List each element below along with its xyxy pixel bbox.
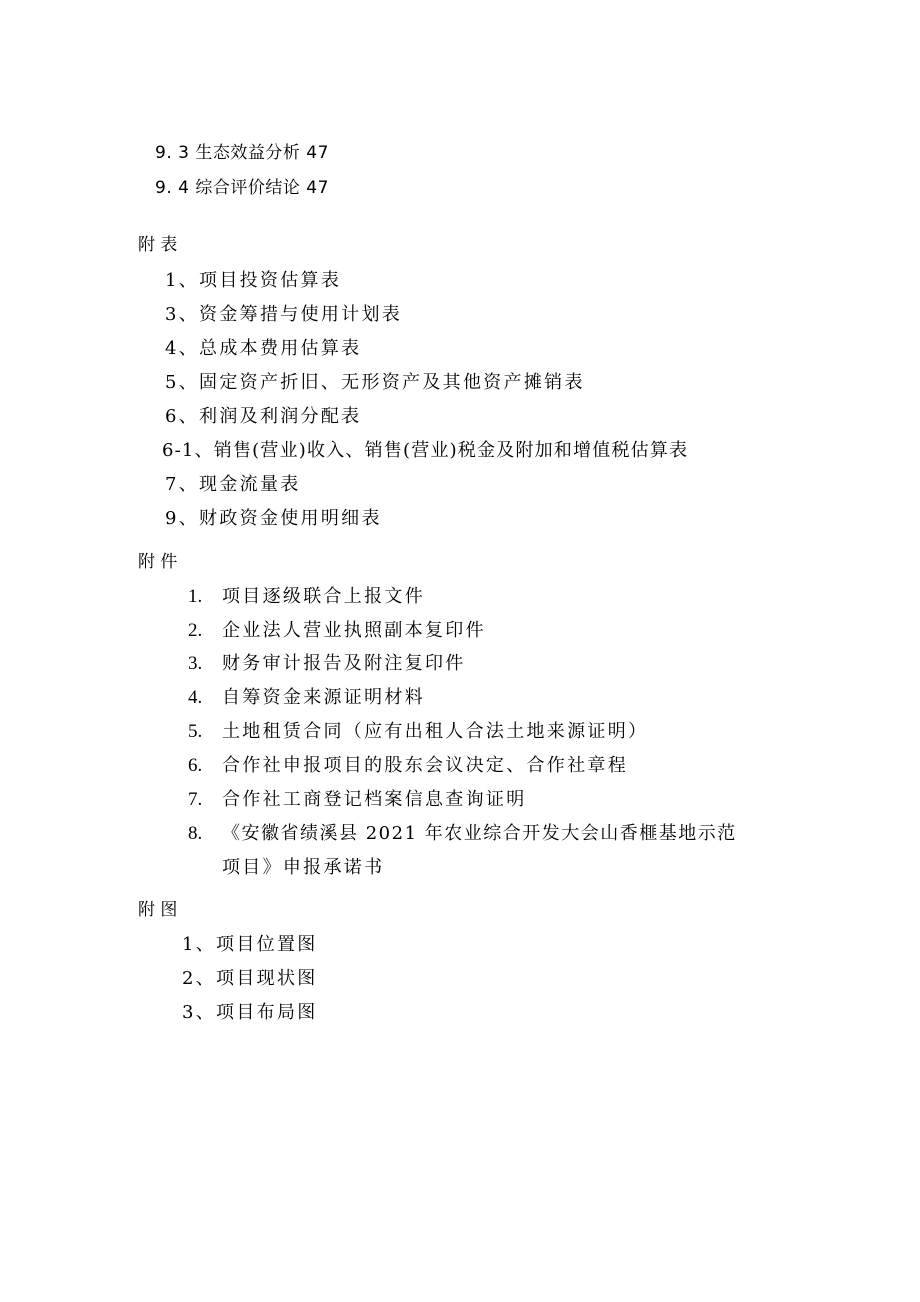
- appendix-figure-item: 3、项目布局图: [182, 1002, 318, 1023]
- appendix-table-item: 1、项目投资估算表: [165, 270, 342, 291]
- appendix-figure-item: 2、项目现状图: [182, 968, 318, 989]
- attachment-number: 4.: [188, 687, 203, 708]
- appendix-figure-item: 1、项目位置图: [182, 934, 318, 955]
- attachment-number: 5.: [188, 721, 203, 742]
- attachment-item: 项目逐级联合上报文件: [222, 586, 425, 607]
- appendix-table-item: 9、财政资金使用明细表: [165, 508, 382, 529]
- appendix-table-item: 7、现金流量表: [165, 474, 301, 495]
- attachment-number: 1.: [188, 586, 203, 607]
- attachment-item: 《安徽省绩溪县 2021 年农业综合开发大会山香榧基地示范: [222, 823, 737, 844]
- attachment-number: 6.: [188, 755, 203, 776]
- attachment-number: 8.: [188, 823, 203, 844]
- appendix-table-item: 4、总成本费用估算表: [165, 338, 362, 359]
- toc-entry-9-4: 9. 4 综合评价结论 47: [155, 178, 329, 198]
- attachment-number: 7.: [188, 789, 203, 810]
- attachment-item: 企业法人营业执照副本复印件: [222, 620, 486, 641]
- attachment-number: 3.: [188, 653, 203, 674]
- toc-entry-9-3: 9. 3 生态效益分析 47: [155, 143, 329, 163]
- attachments-heading: 附 件: [138, 552, 178, 572]
- attachment-item: 财务审计报告及附注复印件: [222, 653, 466, 674]
- attachment-item: 自筹资金来源证明材料: [222, 687, 425, 708]
- appendix-tables-heading: 附 表: [138, 235, 178, 255]
- attachment-item: 土地租赁合同（应有出租人合法土地来源证明）: [222, 721, 649, 742]
- appendix-table-item: 6-1、销售(营业)收入、销售(营业)税金及附加和增值税估算表: [162, 440, 689, 461]
- appendix-table-item: 5、固定资产折旧、无形资产及其他资产摊销表: [165, 372, 585, 393]
- attachment-item-continuation: 项目》申报承诺书: [222, 857, 385, 878]
- attachment-item: 合作社申报项目的股东会议决定、合作社章程: [222, 755, 628, 776]
- attachment-number: 2.: [188, 620, 203, 641]
- appendix-figures-heading: 附 图: [138, 900, 178, 920]
- appendix-table-item: 3、资金筹措与使用计划表: [165, 304, 403, 325]
- attachment-item: 合作社工商登记档案信息查询证明: [222, 789, 527, 810]
- appendix-table-item: 6、利润及利润分配表: [165, 406, 362, 427]
